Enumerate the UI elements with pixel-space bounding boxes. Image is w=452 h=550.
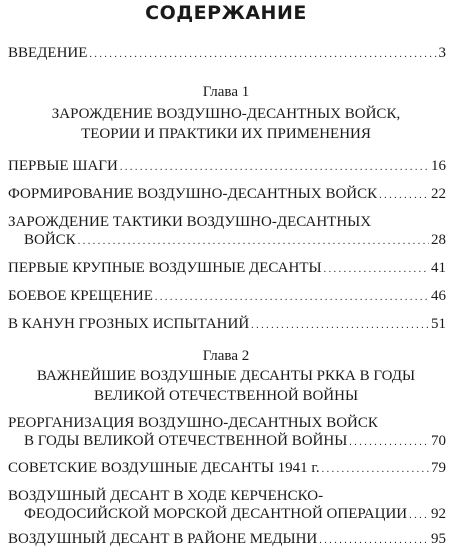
leader-dots: [409, 505, 429, 525]
entry-label-line1: ЗАРОЖДЕНИЕ ТАКТИКИ ВОЗДУШНО-ДЕСАНТНЫХ: [8, 214, 372, 230]
toc-entry-intro[interactable]: [8, 44, 446, 64]
chapter-2-title-line2: ВЕЛИКОЙ ОТЕЧЕСТВЕННОЙ ВОЙНЫ: [93, 388, 359, 404]
toc-entry[interactable]: [8, 259, 446, 279]
toc-entry[interactable]: [8, 287, 446, 307]
toc-entry[interactable]: [8, 487, 446, 525]
entry-label: ФЕОДОСИЙСКОЙ МОРСКОЙ ДЕСАНТНОЙ ОПЕРАЦИИ: [24, 506, 408, 522]
entry-label: ПЕРВЫЕ КРУПНЫЕ ВОЗДУШНЫЕ ДЕСАНТЫ: [8, 260, 322, 276]
chapter-2-heading: Глава 2: [202, 348, 250, 364]
leader-dots: [324, 259, 429, 279]
entry-page: 70: [431, 433, 446, 449]
entry-label: ВОЗДУШНЫЙ ДЕСАНТ В РАЙОНЕ МЕДЫНИ: [8, 531, 318, 547]
chapter-1-title-line2: ТЕОРИИ И ПРАКТИКИ ИХ ПРИМЕНЕНИЯ: [81, 126, 371, 142]
toc-entry[interactable]: [8, 530, 446, 550]
entry-page: 41: [431, 260, 446, 276]
leader-dots: [89, 44, 436, 64]
leader-dots: [379, 185, 429, 205]
chapter-1-title-line1: ЗАРОЖДЕНИЕ ВОЗДУШНО-ДЕСАНТНЫХ ВОЙСК,: [51, 106, 401, 122]
leader-dots: [322, 459, 429, 479]
leader-dots: [319, 530, 429, 550]
entry-label: ФОРМИРОВАНИЕ ВОЗДУШНО-ДЕСАНТНЫХ ВОЙСК: [8, 186, 378, 202]
entry-page: 3: [438, 45, 446, 61]
entry-label: ВОЙСК: [24, 232, 76, 248]
entry-label: БОЕВОЕ КРЕЩЕНИЕ: [8, 288, 153, 304]
toc-entry[interactable]: [8, 157, 446, 177]
toc-entry[interactable]: [8, 185, 446, 205]
page-title: СОДЕРЖАНИЕ: [145, 2, 307, 24]
leader-dots: [349, 432, 429, 452]
entry-page: 79: [431, 460, 446, 476]
entry-page: 51: [431, 316, 446, 332]
entry-page: 92: [431, 506, 446, 522]
entry-page: 95: [431, 531, 446, 547]
leader-dots: [78, 231, 429, 251]
toc-entry[interactable]: [8, 414, 446, 452]
chapter-2-title-line1: ВАЖНЕЙШИЕ ВОЗДУШНЫЕ ДЕСАНТЫ РККА В ГОДЫ: [36, 368, 416, 384]
chapter-1-heading: Глава 1: [202, 84, 250, 100]
leader-dots: [120, 157, 429, 177]
toc-entry[interactable]: [8, 213, 446, 251]
entry-label: В КАНУН ГРОЗНЫХ ИСПЫТАНИЙ: [8, 316, 250, 332]
leader-dots: [155, 287, 429, 307]
entry-label: В ГОДЫ ВЕЛИКОЙ ОТЕЧЕСТВЕННОЙ ВОЙНЫ: [24, 433, 348, 449]
toc-entry[interactable]: [8, 459, 446, 479]
leader-dots: [251, 315, 429, 335]
entry-page: 16: [431, 158, 446, 174]
toc-entry[interactable]: [8, 315, 446, 335]
entry-page: 28: [431, 232, 446, 248]
entry-page: 46: [431, 288, 446, 304]
entry-label-line1: ВОЗДУШНЫЙ ДЕСАНТ В ХОДЕ КЕРЧЕНСКО-: [8, 488, 324, 504]
entry-label-line1: РЕОРГАНИЗАЦИЯ ВОЗДУШНО-ДЕСАНТНЫХ ВОЙСК: [8, 415, 378, 431]
entry-label: ВВЕДЕНИЕ: [8, 45, 88, 61]
entry-label: СОВЕТСКИЕ ВОЗДУШНЫЕ ДЕСАНТЫ 1941 г.: [8, 460, 320, 476]
entry-label: ПЕРВЫЕ ШАГИ: [8, 158, 118, 174]
entry-page: 22: [431, 186, 446, 202]
